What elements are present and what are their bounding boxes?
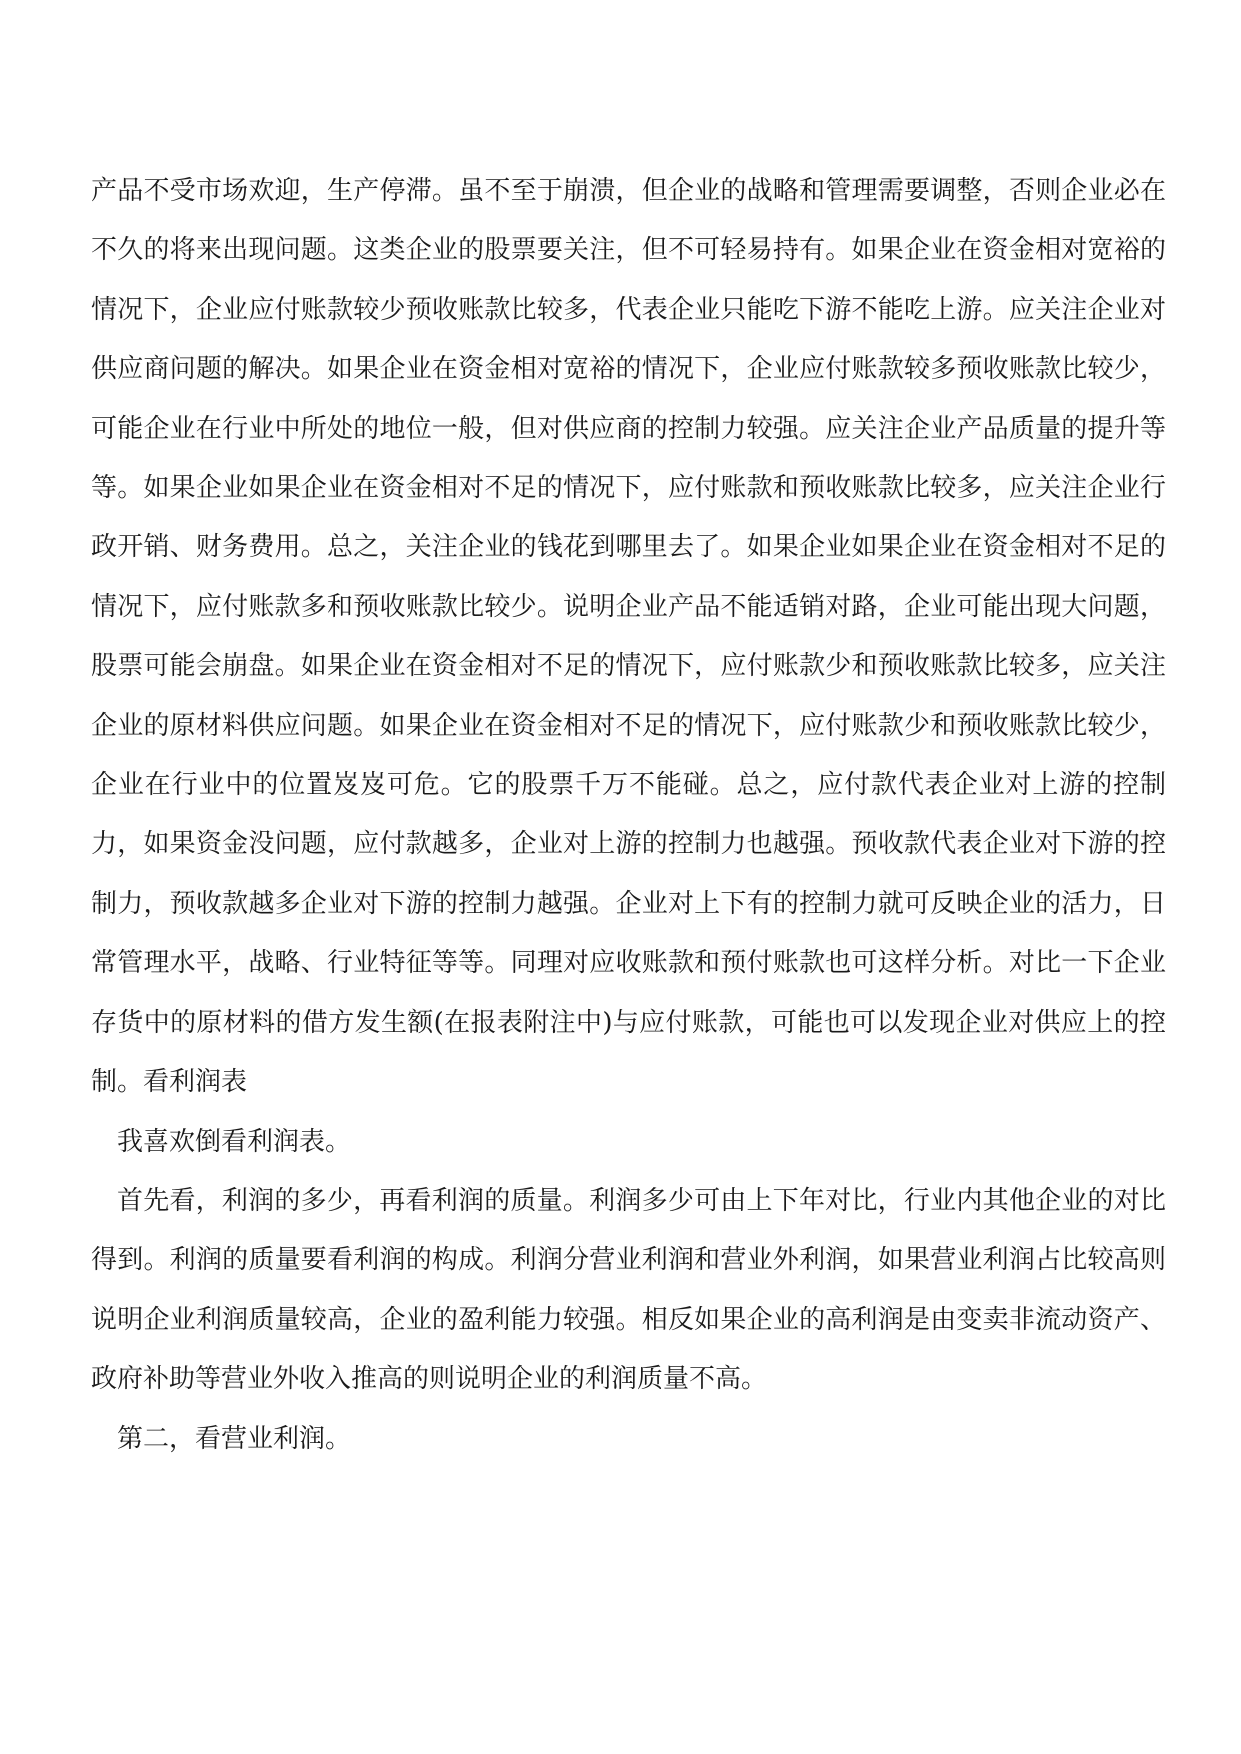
paragraph-4: 第二，看营业利润。	[117, 1423, 352, 1454]
document-body	[91, 162, 1166, 1469]
paragraph-1: 产品不受市场欢迎，生产停滞。虽不至于崩溃，但企业的战略和管理需要调整，否则企业必在不久的将来出现问题。这类企业的股票要关注，但不可轻易持有。如果企业在资金相对宽裕的情况下，企业应付账款较少预收账款比较多，代表企业只能吃下游不能吃上游。应关注企业对供应商问题的解决。如果企业在资金相对宽裕的情况下，企业应付账款较多预收账款比较少，可能企业在行业中所处的地位一般，但对供应商的控制力较强。应关注企业产品质量的提升等等。如果企业如果企业在资金相对不足的情况下，应付账款和预收账款比较多，应关注企业行政开销、财务费用。总之，关注企业的钱花到哪里去了。如果企业如果企业在资金相对不足的情况下，应付账款多和预收账款比较少。说明企业产品不能适销对路，企业可能出现大问题，股票可能会崩盘。如果企业在资金相对不足的情况下，应付账款少和预收账款比较多，应关注企业的原材料供应问题。如果企业在资金相对不足的情况下，应付账款少和预收账款比较少，企业在行业中的位置岌岌可危。它的股票千万不能碰。总之，应付款代表企业对上游的控制力，如果资金没问题，应付款越多，企业对上游的控制力也越强。预收款代表企业对下游的控制力，预收款越多企业对下游的控制力越强。企业对上下有的控制力就可反映企业的活力，日常管理水平，战略、行业特征等等。同理对应收账款和预付账款也可这样分析。对比一下企业存货中的原材料的借方发生额(在报表附注中)与应付账款，可能也可以发现企业对供应上的控制。看利润表	[91, 176, 1166, 1098]
paragraph-2: 我喜欢倒看利润表。	[117, 1126, 352, 1157]
paragraph-3: 首先看，利润的多少，再看利润的质量。利润多少可由上下年对比，行业内其他企业的对比得到。利润的质量要看利润的构成。利润分营业利润和营业外利润，如果营业利润占比较高则说明企业利润质量较高，企业的盈利能力较强。相反如果企业的高利润是由变卖非流动资产、政府补助等营业外收入推高的则说明企业的利润质量不高。	[91, 1185, 1166, 1395]
